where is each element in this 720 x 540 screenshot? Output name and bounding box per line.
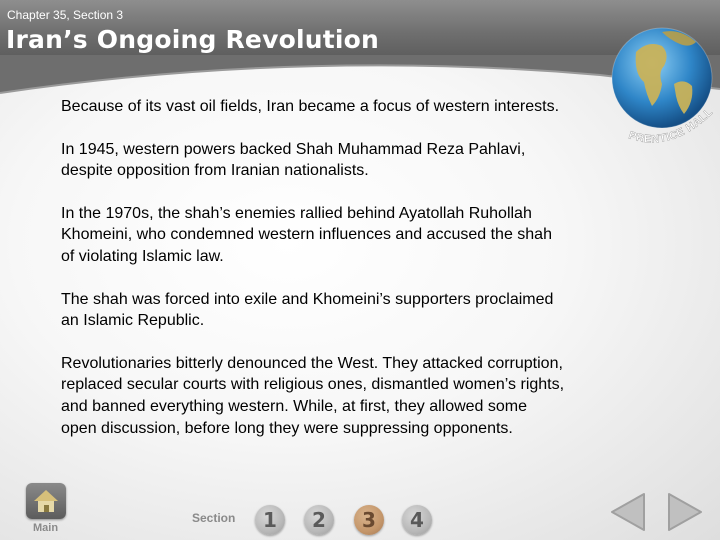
paragraph: The shah was forced into exile and Khomeini’s supporters proclaimed an Islamic Republic. bbox=[61, 290, 554, 330]
globe-icon bbox=[600, 14, 718, 174]
paragraph: Because of its vast oil fields, Iran became a focus of western interests. bbox=[61, 98, 560, 115]
section-button-3[interactable]: 3 bbox=[354, 505, 384, 535]
paragraph: In the 1970s, the shah’s enemies rallied behind Ayatollah Ruhollah Khomeini, who condemned western influences and accused the shah of violating Islamic law. bbox=[61, 204, 552, 265]
paragraph: Revolutionaries bitterly denounced the West. They attacked corruption, replaced secular courts with religious ones, dismantled women’s rights, and banned everything western. While, at first, they allowed some open discussion, before long they were suppressing opponents. bbox=[61, 354, 565, 437]
paragraph: In 1945, western powers backed Shah Muhammad Reza Pahlavi, despite opposition from Iranian nationalists. bbox=[61, 140, 526, 180]
content-body bbox=[61, 96, 566, 460]
logo-text: PRENTICE HALL bbox=[627, 106, 716, 146]
section-label: Section bbox=[192, 511, 236, 525]
section-button-1[interactable]: 1 bbox=[255, 505, 285, 535]
home-icon bbox=[26, 483, 66, 519]
prentice-hall-logo bbox=[600, 14, 718, 174]
page-title: Iran’s Ongoing Revolution bbox=[6, 25, 380, 54]
section-button-4[interactable]: 4 bbox=[402, 505, 432, 535]
chapter-label: Chapter 35, Section 3 bbox=[7, 8, 124, 22]
main-label: Main bbox=[33, 522, 59, 534]
arrow-right-icon[interactable] bbox=[663, 490, 707, 534]
main-button[interactable] bbox=[26, 483, 66, 519]
arrow-left-icon[interactable] bbox=[606, 490, 650, 534]
section-button-2[interactable]: 2 bbox=[304, 505, 334, 535]
